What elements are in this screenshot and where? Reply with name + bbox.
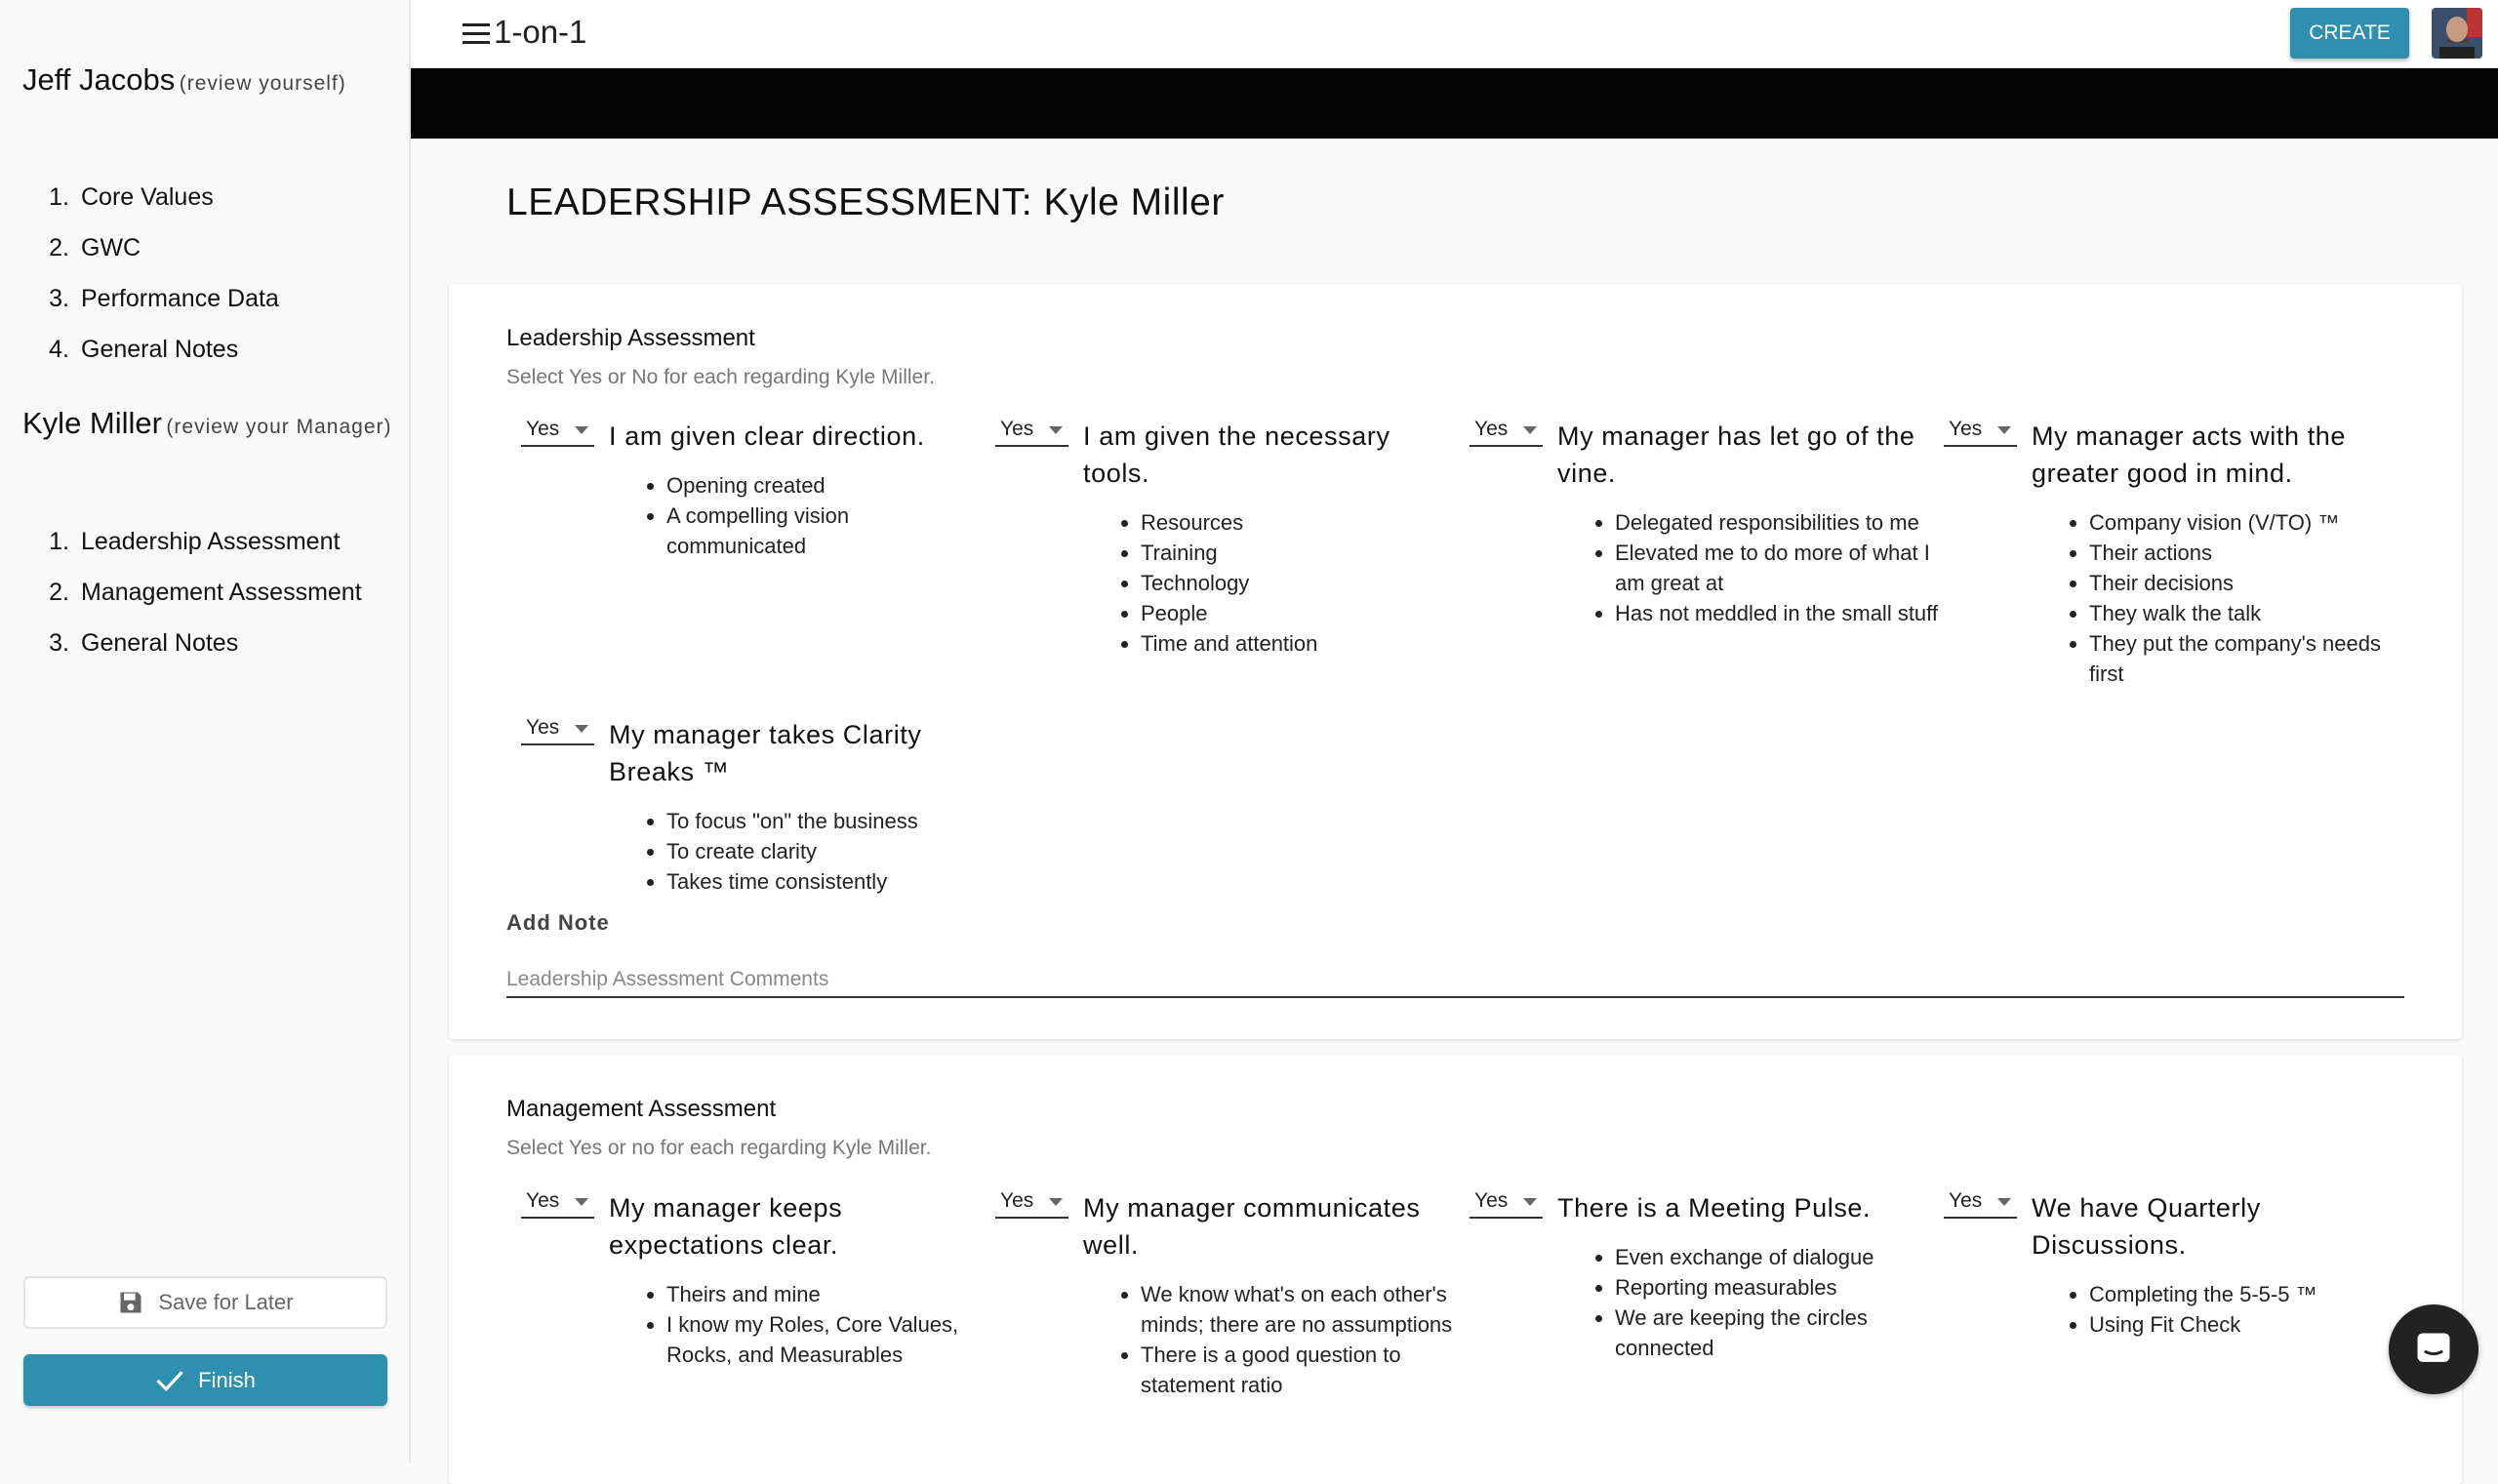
criteria-item: • Their actions (2089, 538, 2412, 568)
criteria-item: • Even exchange of dialogue (1615, 1242, 1938, 1272)
item-number: 2. (49, 233, 69, 261)
answer-select[interactable] (521, 418, 594, 447)
question-text: My manager has let go of the vine. (1557, 421, 1915, 488)
criteria-list (2032, 1279, 2412, 1340)
question-text: My manager communicates well. (1083, 1193, 1421, 1260)
criteria-item: • Company vision (V/TO) ™ (2089, 507, 2412, 538)
review-type: (review yourself) (179, 72, 346, 95)
section-heading: Management Assessment (506, 1096, 777, 1122)
criteria-list (609, 806, 989, 897)
question-item (521, 716, 995, 897)
self-review-header (22, 57, 393, 109)
hamburger-icon[interactable] (463, 23, 490, 45)
question-text: My manager acts with the greater good in mind. (2032, 421, 2347, 488)
item-number: 4. (49, 335, 69, 363)
criteria-item: • Training (1141, 538, 1464, 568)
avatar[interactable] (2432, 8, 2482, 59)
question-text: I am given clear direction. (609, 421, 925, 451)
answer-select[interactable] (995, 1189, 1068, 1219)
question-text: We have Quarterly Discussions. (2032, 1193, 2261, 1260)
criteria-item: • To create clarity (666, 836, 989, 866)
item-label: Core Values (81, 182, 214, 211)
reviewee-name: Jeff Jacobs (22, 62, 176, 97)
header-banner (411, 68, 2498, 139)
answer-select[interactable] (1944, 418, 2017, 447)
criteria-item: • Takes time consistently (666, 866, 989, 897)
criteria-item: • Opening created (666, 470, 989, 501)
criteria-item: • A compelling vision communicated (666, 501, 989, 561)
item-label: General Notes (81, 628, 239, 657)
criteria-item: • Using Fit Check (2089, 1309, 2412, 1340)
item-label: General Notes (81, 335, 239, 363)
sidebar-item-general-notes[interactable] (0, 618, 411, 668)
criteria-item: • Reporting measurables (1615, 1272, 1938, 1303)
question-text: I am given the necessary tools. (1083, 421, 1390, 488)
criteria-item: • We are keeping the circles connected (1615, 1303, 1938, 1363)
finish-label: Finish (198, 1367, 256, 1392)
caret-down-icon (575, 1198, 588, 1206)
caret-down-icon (1049, 426, 1063, 434)
question-item (1944, 1189, 2418, 1400)
answer-select[interactable] (1470, 418, 1543, 447)
criteria-item: • They walk the talk (2089, 598, 2412, 628)
criteria-item: • To focus "on" the business (666, 806, 989, 836)
checkmark-icon (155, 1368, 184, 1393)
answer-select[interactable] (521, 1189, 594, 1219)
criteria-item: • Technology (1141, 568, 1464, 598)
select-value: Yes (526, 1189, 560, 1212)
select-value: Yes (526, 418, 560, 440)
caret-down-icon (1997, 426, 2011, 434)
sidebar-item-management-assessment[interactable] (0, 567, 411, 618)
criteria-item: • Delegated responsibilities to me (1615, 507, 1938, 538)
item-label: Leadership Assessment (81, 527, 341, 555)
manager-review-header (22, 400, 393, 453)
question-item (521, 418, 995, 689)
select-value: Yes (1949, 1189, 1983, 1212)
top-app-bar (411, 0, 2498, 68)
section-subtitle: Select Yes or No for each regarding Kyle Miller. (506, 366, 935, 388)
question-text: There is a Meeting Pulse. (1557, 1193, 1872, 1223)
caret-down-icon (575, 725, 588, 733)
item-number: 3. (49, 284, 69, 312)
select-value: Yes (526, 716, 560, 739)
sidebar-item-general-notes[interactable] (0, 324, 411, 375)
criteria-item: • We know what's on each other's minds; there are no assumptions (1141, 1279, 1464, 1340)
criteria-list (2032, 507, 2412, 689)
question-item (1470, 1189, 1944, 1400)
question-item (1944, 418, 2418, 689)
leadership-comments-input[interactable] (506, 963, 2404, 998)
answer-select[interactable] (521, 716, 594, 745)
floppy-disk-icon (117, 1289, 144, 1316)
answer-select[interactable] (1944, 1189, 2017, 1219)
criteria-list (1083, 1279, 1464, 1400)
question-item (995, 418, 1470, 689)
item-label: GWC (81, 233, 141, 261)
criteria-item: • Has not meddled in the small stuff (1615, 598, 1938, 628)
management-assessment-card (449, 1055, 2462, 1484)
page-title: LEADERSHIP ASSESSMENT: Kyle Miller (506, 181, 1225, 223)
criteria-item: • Resources (1141, 507, 1464, 538)
save-for-later-button[interactable] (23, 1276, 387, 1329)
criteria-item: • People (1141, 598, 1464, 628)
caret-down-icon (1049, 1198, 1063, 1206)
criteria-list (609, 470, 989, 561)
caret-down-icon (1523, 426, 1537, 434)
chat-launcher-button[interactable] (2389, 1304, 2478, 1394)
item-number: 3. (49, 628, 69, 657)
self-review-nav (0, 172, 411, 375)
criteria-item: • They put the company's needs first (2089, 628, 2412, 689)
question-text: My manager keeps expectations clear. (609, 1193, 843, 1260)
select-value: Yes (1000, 1189, 1034, 1212)
criteria-list (1083, 507, 1464, 659)
reviewee-name: Kyle Miller (22, 406, 162, 440)
management-questions (521, 1189, 2418, 1400)
item-number: 1. (49, 182, 69, 211)
app-title: 1-on-1 (494, 14, 587, 50)
select-value: Yes (1474, 1189, 1509, 1212)
criteria-item: • Elevated me to do more of what I am great at (1615, 538, 1938, 598)
criteria-list (609, 1279, 989, 1370)
select-value: Yes (1474, 418, 1509, 440)
criteria-item: • Their decisions (2089, 568, 2412, 598)
caret-down-icon (575, 426, 588, 434)
criteria-item: • I know my Roles, Core Values, Rocks, and Measurables (666, 1309, 989, 1370)
finish-button[interactable] (23, 1354, 387, 1406)
review-type: (review your Manager) (166, 416, 392, 438)
criteria-item: • Completing the 5-5-5 ™ (2089, 1279, 2412, 1309)
chat-bubble-icon (2412, 1328, 2455, 1371)
answer-select[interactable] (995, 418, 1068, 447)
caret-down-icon (1997, 1198, 2011, 1206)
question-item (521, 1189, 995, 1400)
criteria-item: • Time and attention (1141, 628, 1464, 659)
sidebar (0, 0, 411, 1464)
item-label: Management Assessment (81, 578, 362, 606)
criteria-list (1557, 1242, 1938, 1363)
leadership-questions (521, 418, 2418, 897)
create-button[interactable]: CREATE (2290, 8, 2409, 59)
section-subtitle: Select Yes or no for each regarding Kyle Miller. (506, 1137, 932, 1159)
leadership-assessment-card (449, 284, 2462, 1039)
select-value: Yes (1949, 418, 1983, 440)
criteria-list (1557, 507, 1938, 628)
section-heading: Leadership Assessment (506, 325, 755, 351)
sidebar-item-performance-data[interactable] (0, 273, 411, 324)
sidebar-item-gwc[interactable] (0, 222, 411, 273)
caret-down-icon (1523, 1198, 1537, 1206)
select-value: Yes (1000, 418, 1034, 440)
item-number: 1. (49, 527, 69, 555)
add-note-label: Add Note (506, 910, 610, 935)
sidebar-item-core-values[interactable] (0, 172, 411, 222)
manager-review-nav (0, 516, 411, 668)
criteria-item: • There is a good question to statement ratio (1141, 1340, 1464, 1400)
answer-select[interactable] (1470, 1189, 1543, 1219)
criteria-item: • Theirs and mine (666, 1279, 989, 1309)
question-text: My manager takes Clarity Breaks ™ (609, 720, 922, 786)
sidebar-item-leadership-assessment[interactable] (0, 516, 411, 567)
question-item (995, 1189, 1470, 1400)
save-label: Save for Later (158, 1290, 294, 1314)
question-item (1470, 418, 1944, 689)
item-number: 2. (49, 578, 69, 606)
item-label: Performance Data (81, 284, 279, 312)
